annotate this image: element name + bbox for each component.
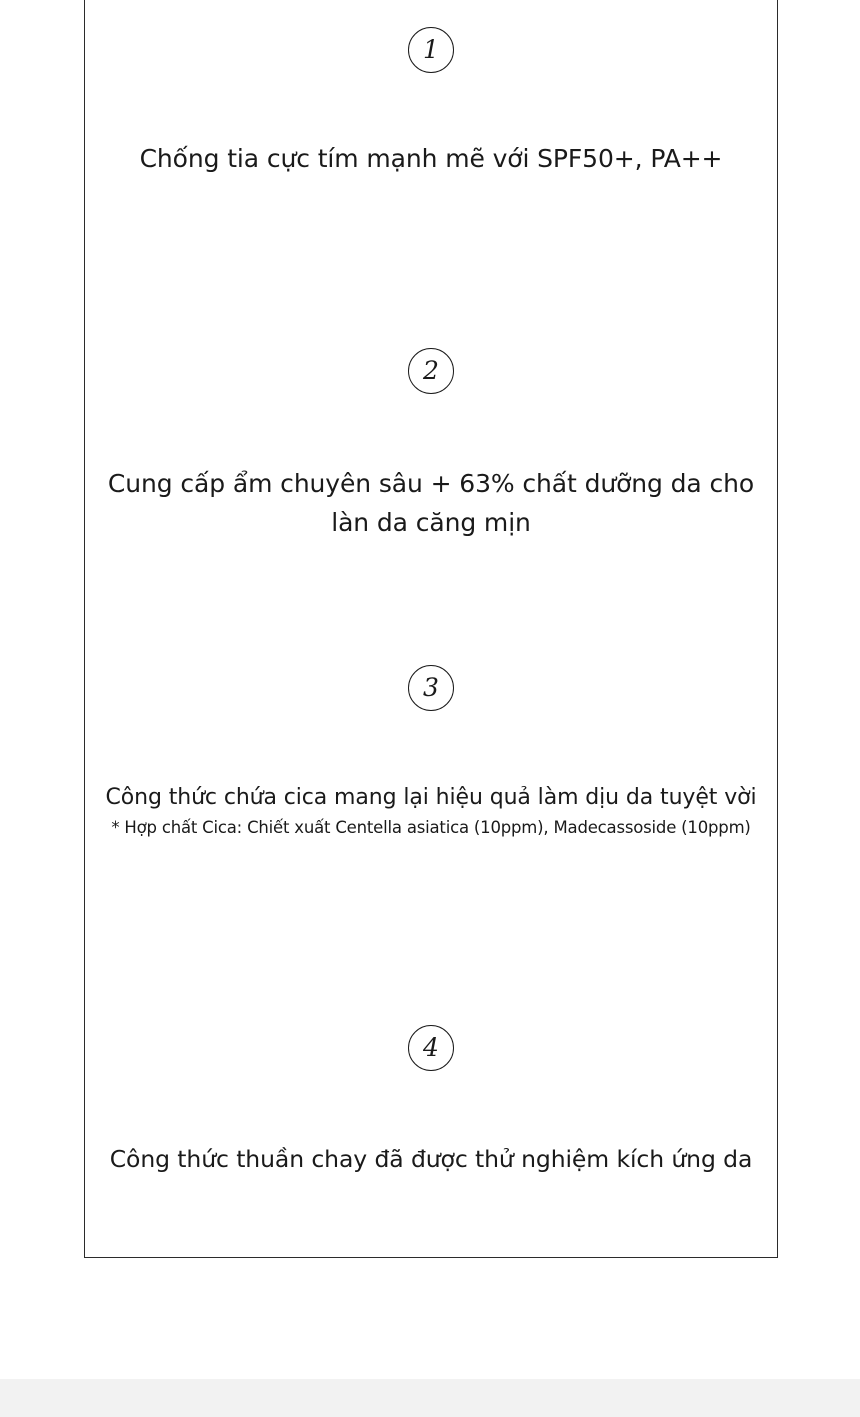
benefit-text-2: Cung cấp ẩm chuyên sâu + 63% chất dưỡng da cho làn da căng mịn	[107, 469, 755, 537]
benefit-number-badge-2: 2	[408, 348, 454, 394]
benefit-block-1	[85, 27, 777, 178]
benefit-block-3	[85, 665, 777, 840]
benefit-note-3: * Hợp chất Cica: Chiết xuất Centella asiatica (10ppm), Madecassoside (10ppm)	[111, 818, 751, 838]
benefit-text-4: Công thức thuần chay đã được thử nghiệm kích ứng da	[109, 1145, 753, 1173]
footer-band	[0, 1379, 860, 1417]
benefits-card	[84, 0, 778, 1258]
benefit-block-4	[85, 1025, 777, 1178]
benefit-number-badge-4: 4	[408, 1025, 454, 1071]
benefit-text-1: Chống tia cực tím mạnh mẽ với SPF50+, PA++	[139, 144, 723, 173]
benefit-number-badge-1: 1	[408, 27, 454, 73]
benefit-number-badge-3: 3	[408, 665, 454, 711]
benefit-text-3: Công thức chứa cica mang lại hiệu quả làm dịu da tuyệt vời	[105, 785, 757, 810]
benefit-block-2	[85, 348, 777, 542]
